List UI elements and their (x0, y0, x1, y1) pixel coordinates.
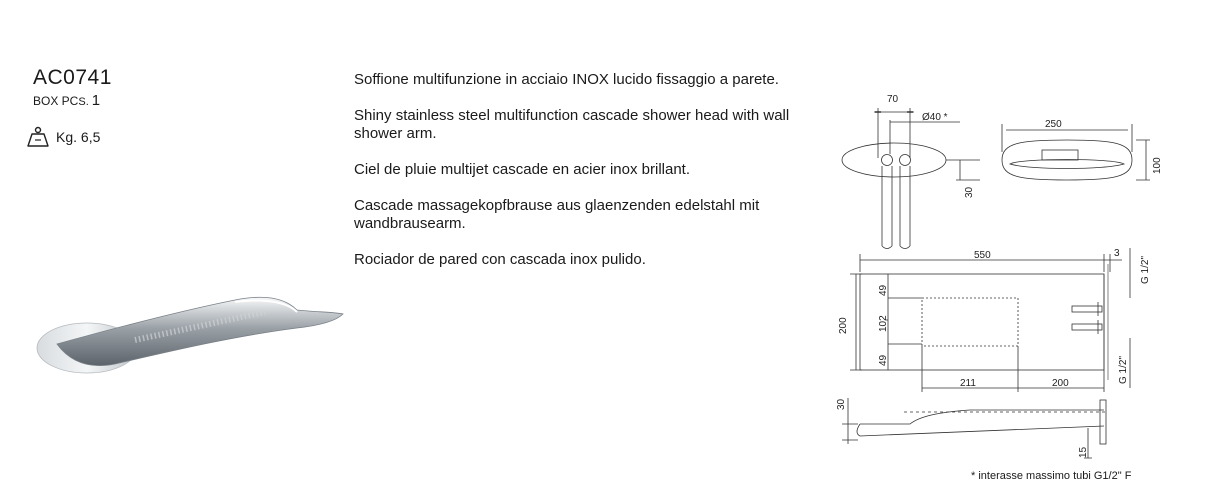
dim-49-bottom: 49 (878, 354, 889, 366)
dim-250: 250 (1045, 119, 1062, 130)
description-fr: Ciel de pluie multijet cascade en acier inox brillant. (354, 161, 691, 178)
box-label: BOX PC (33, 94, 79, 108)
dim-211: 211 (960, 378, 976, 389)
footnote: * interasse massimo tubi G1/2" F (971, 470, 1132, 482)
dim-3: 3 (1114, 248, 1120, 259)
description-it: Soffione multifunzione in acciaio INOX lucido fissaggio a parete. (354, 71, 779, 88)
dim-15: 15 (1078, 446, 1089, 458)
product-photo (35, 292, 355, 384)
box-quantity (33, 92, 100, 109)
description-de: Cascade massagekopfbrause aus glaenzenden edelstahl mit wandbrausearm. (354, 197, 760, 232)
dim-100: 100 (1152, 157, 1163, 174)
head-side-view (842, 398, 1108, 458)
head-front-view (1002, 124, 1150, 180)
dim-30-top: 30 (964, 186, 975, 198)
dim-102: 102 (878, 315, 889, 332)
product-code: AC0741 (33, 66, 112, 89)
plate-front-view (842, 108, 980, 249)
thread-top: G 1/2" (1140, 255, 1151, 284)
weight-icon (26, 126, 50, 148)
dim-70: 70 (887, 94, 899, 105)
dim-550: 550 (974, 250, 991, 261)
description-es: Rociador de pared con cascada inox pulido. (354, 251, 646, 268)
box-label-suffix: S. (78, 96, 89, 108)
dim-30-side: 30 (836, 398, 847, 410)
dim-200-left: 200 (838, 317, 849, 334)
dim-200-right: 200 (1052, 378, 1069, 389)
description-en: Shiny stainless steel multifunction cascade shower head with wall shower arm. (354, 107, 790, 142)
description-block (354, 71, 804, 287)
box-qty: 1 (91, 92, 101, 109)
weight-row (26, 126, 100, 148)
weight-value: Kg. 6,5 (56, 129, 101, 145)
dim-49-top: 49 (878, 284, 889, 296)
technical-drawings (830, 88, 1170, 463)
head-plan-view (850, 248, 1130, 392)
thread-bottom: G 1/2" (1118, 355, 1129, 384)
dim-40: Ø40 * (922, 112, 948, 123)
